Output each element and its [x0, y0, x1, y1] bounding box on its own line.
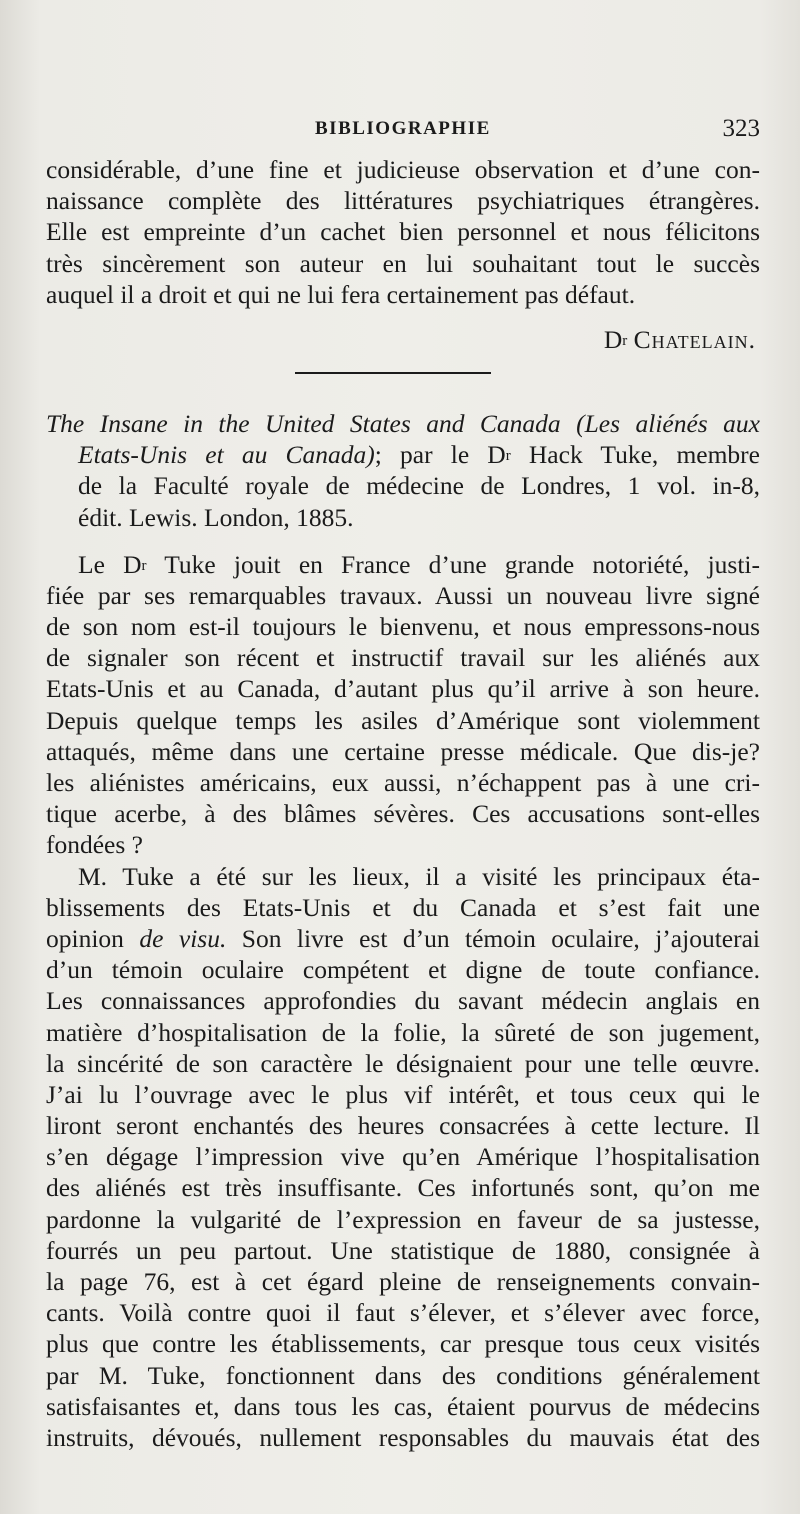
- text-line: satisfaisantes et, dans tous les cas, étaient pourvus de médecins: [46, 1391, 760, 1421]
- signature-title-sup: r: [622, 332, 628, 349]
- text-line: pardonne la vulgarité de l’expression en faveur de sa justesse,: [46, 1204, 760, 1234]
- inline-sup: r: [141, 557, 147, 574]
- text-line: de signaler son récent et instructif travail sur les aliénés aux: [46, 643, 760, 673]
- text-line: des aliénés est très insuffisante. Ces infortunés sont, qu’on me: [46, 1173, 760, 1203]
- text-line: Elle est empreinte d’un cachet bien personnel et nous félicitons: [46, 217, 760, 247]
- inline-text: Tuke jouit en France d’une grande notoriété, justi-: [146, 549, 761, 579]
- review-1-text: [46, 154, 760, 310]
- text-line: Etats-Unis et au Canada, d’autant plus qu’il arrive à son heure.: [46, 674, 760, 704]
- reference-text: ; par le D: [374, 440, 506, 470]
- text-line: naissance complète des littératures psychiatriques étrangères.: [46, 186, 760, 216]
- text-line: Depuis quelque temps les asiles d’Amérique sont violemment: [46, 705, 760, 735]
- page-header: [40, 115, 762, 148]
- text-line: [46, 923, 760, 954]
- text-line: très sincèrement son auteur en lui souhaitant tout le succès: [46, 248, 760, 278]
- signature-title: D: [603, 324, 623, 354]
- text-line: s’en dégage l’impression vive qu’en Amérique l’hospitalisation: [46, 1142, 760, 1172]
- reference-sup: r: [505, 448, 511, 465]
- inline-text: Son livre est d’un témoin oculaire, j’ajouterai: [226, 923, 760, 953]
- text-line: [46, 549, 760, 580]
- section-divider: [295, 372, 491, 374]
- text-line: cants. Voilà contre quoi il faut s’élever, et s’élever avec force,: [46, 1298, 760, 1328]
- text-line: fondées ?: [46, 830, 143, 860]
- running-title: BIBLIOGRAPHIE: [315, 118, 491, 139]
- text-line: fiée par ses remarquables travaux. Aussi un nouveau livre signé: [46, 580, 760, 610]
- reference-line: édit. Lewis. London, 1885.: [78, 502, 354, 532]
- text-line: considérable, d’une fine et judicieuse observation et d’une con-: [46, 155, 760, 184]
- text-line: attaqués, même dans une certaine presse médicale. Que dis-je?: [46, 736, 760, 766]
- review-signature: [46, 324, 760, 360]
- inline-text: Le D: [78, 549, 142, 579]
- signature-name: Chatelain.: [633, 324, 756, 354]
- page-body: [46, 154, 760, 1453]
- review-paragraph: [46, 549, 760, 861]
- reference-line: de la Faculté royale de médecine de Londres, 1 vol. in-8,: [78, 471, 760, 501]
- text-line: de son nom est-il toujours le bienvenu, et nous empressons-nous: [46, 612, 760, 642]
- text-line: fourrés un peu partout. Une statistique de 1880, consignée à: [46, 1235, 760, 1265]
- review-paragraph: [46, 861, 760, 1454]
- text-line: J’ai lu l’ouvrage avec le plus vif intérêt, et tous ceux qui le: [46, 1079, 760, 1109]
- text-line: instruits, dévoués, nullement responsables du mauvais état des: [46, 1422, 760, 1452]
- book-reference: [46, 408, 760, 533]
- text-line: liront seront enchantés des heures consacrées à cette lecture. Il: [46, 1111, 760, 1141]
- page-number: 323: [722, 115, 760, 142]
- reference-title-line: The Insane in the United States and Canada (Les aliénés aux: [46, 408, 760, 438]
- text-line: la page 76, est à cet égard pleine de renseignements convain-: [46, 1267, 760, 1296]
- reference-text: Hack Tuke, membre: [510, 440, 760, 470]
- inline-text: opinion: [46, 923, 140, 953]
- text-line: Les connaissances approfondies du savant médecin anglais en: [46, 986, 760, 1016]
- inline-italic: de visu.: [139, 923, 227, 953]
- reference-line: [46, 439, 760, 470]
- text-line: tique acerbe, à des blâmes sévères. Ces accusations sont-elles: [46, 799, 760, 829]
- text-line: M. Tuke a été sur les lieux, il a visité les principaux éta-: [78, 861, 760, 891]
- text-line: auquel il a droit et qui ne lui fera certainement pas défaut.: [46, 279, 636, 309]
- text-line: plus que contre les établissements, car presque tous ceux visités: [46, 1329, 760, 1359]
- text-line: par M. Tuke, fonctionnent dans des conditions généralement: [46, 1360, 760, 1390]
- text-line: la sincérité de son caractère le désignaient pour une telle œuvre.: [46, 1048, 760, 1078]
- text-line: les aliénistes américains, eux aussi, n’échappent pas à une cri-: [46, 768, 760, 797]
- text-line: d’un témoin oculaire compétent et digne de toute confiance.: [46, 955, 760, 985]
- text-line: matière d’hospitalisation de la folie, la sûreté de son jugement,: [46, 1017, 760, 1047]
- text-line: blissements des Etats-Unis et du Canada et s’est fait une: [46, 892, 760, 922]
- reference-title-cont: Etats-Unis et au Canada): [78, 440, 375, 470]
